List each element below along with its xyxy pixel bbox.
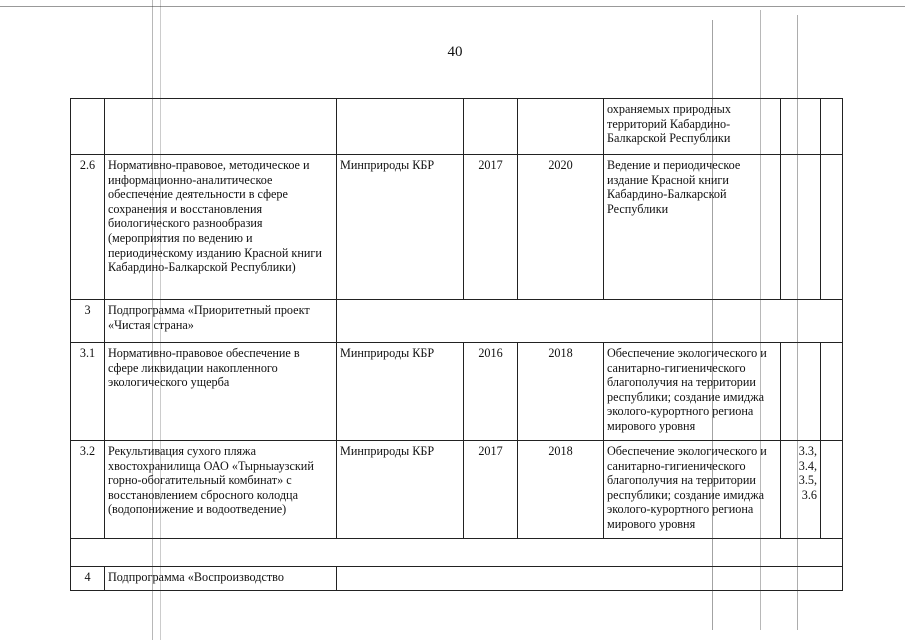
indicators [781, 343, 821, 441]
measure-name: Рекультивация сухого пляжа хвостохранилища ОАО «Тырныаузский горно-обогатительный комбинат» с восстановлением сбросного колодца (водопонижение и водоотведение) [105, 441, 337, 539]
empty-cell [337, 567, 843, 591]
table-row [71, 539, 843, 567]
end-year [518, 99, 604, 155]
row-number: 3.2 [71, 441, 105, 539]
indicators [781, 99, 821, 155]
expected-result: охраняемых природных территорий Кабардино-Балкарской Республики [604, 99, 781, 155]
start-year: 2017 [464, 155, 518, 300]
scan-artifact-line [160, 0, 161, 640]
measure-name [105, 99, 337, 155]
scan-artifact-line [0, 6, 905, 7]
row-number: 2.6 [71, 155, 105, 300]
scan-artifact-line [712, 20, 713, 630]
row-number: 4 [71, 567, 105, 591]
table-row [71, 155, 843, 300]
table-row [71, 567, 843, 591]
empty-cell [821, 441, 843, 539]
scan-artifact-line [797, 15, 798, 630]
expected-result: Обеспечение экологического и санитарно-гигиенического благополучия на территории республики; создание имиджа эколого-курортного региона мирового уровня [604, 343, 781, 441]
subprogram-title: Подпрограмма «Приоритетный проект «Чистая страна» [105, 300, 337, 343]
table-row [71, 99, 843, 155]
empty-cell [821, 343, 843, 441]
end-year: 2018 [518, 343, 604, 441]
empty-cell [821, 99, 843, 155]
row-number [71, 99, 105, 155]
empty-cell [821, 155, 843, 300]
executor: Минприроды КБР [337, 441, 464, 539]
table-row [71, 343, 843, 441]
row-number: 3 [71, 300, 105, 343]
measure-name: Нормативно-правовое обеспечение в сфере ликвидации накопленного экологического ущерба [105, 343, 337, 441]
program-measures-table [70, 98, 843, 591]
subprogram-title: Подпрограмма «Воспроизводство [105, 567, 337, 591]
empty-row-cell [71, 539, 843, 567]
end-year: 2018 [518, 441, 604, 539]
expected-result: Ведение и периодическое издание Красной книги Кабардино-Балкарской Республики [604, 155, 781, 300]
page-number: 40 [447, 44, 463, 60]
table-row [71, 300, 843, 343]
scan-artifact-line [760, 10, 761, 630]
indicators: 3.3, 3.4, 3.5, 3.6 [781, 441, 821, 539]
table-row [71, 441, 843, 539]
measure-name: Нормативно-правовое, методическое и информационно-аналитическое обеспечение деятельности в сфере сохранения и восстановления биологического разнообразия (мероприятия по ведению и периодическому изданию Красной книги Кабардино-Балкарской Республики) [105, 155, 337, 300]
executor: Минприроды КБР [337, 343, 464, 441]
start-year: 2017 [464, 441, 518, 539]
start-year [464, 99, 518, 155]
row-number: 3.1 [71, 343, 105, 441]
executor: Минприроды КБР [337, 155, 464, 300]
start-year: 2016 [464, 343, 518, 441]
end-year: 2020 [518, 155, 604, 300]
expected-result: Обеспечение экологического и санитарно-гигиенического благополучия на территории республики; создание имиджа эколого-курортного региона мирового уровня [604, 441, 781, 539]
scan-artifact-line [152, 0, 153, 640]
empty-cell [337, 300, 843, 343]
executor [337, 99, 464, 155]
indicators [781, 155, 821, 300]
